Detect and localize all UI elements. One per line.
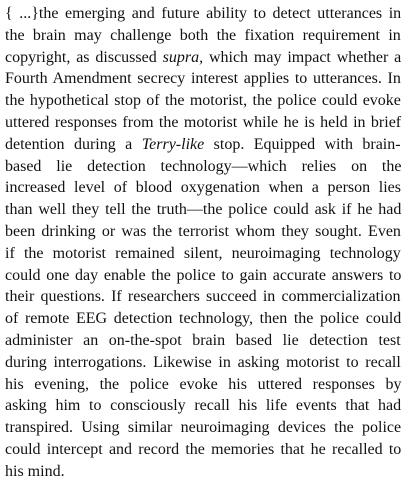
text-segment: based lie detection technology—which relies on the: [5, 157, 402, 175]
document-body: [5, 3, 401, 483]
text-line: [5, 3, 401, 25]
text-segment: during interrogations. Likewise in asking motorist to recall: [5, 353, 401, 371]
text-line: [5, 308, 401, 330]
text-segment: copyright, as discussed: [5, 48, 163, 66]
text-segment: if the motorist remained silent, neuroimaging technology: [5, 244, 401, 262]
text-segment: his evening, the police evoke his uttered responses by: [5, 375, 402, 393]
text-segment: administer an on-the-spot brain based lie detection test: [5, 331, 401, 349]
text-line: [5, 352, 401, 374]
text-line: [5, 112, 401, 134]
text-segment: { ...}the emerging and future ability to detect utterances in: [5, 5, 402, 22]
text-line: [5, 461, 401, 483]
paragraph: [5, 3, 401, 483]
text-segment: detention during a: [5, 135, 142, 153]
text-line: [5, 265, 401, 287]
text-line: [5, 134, 401, 156]
text-segment: of remote EEG detection technology, then the police could: [5, 310, 402, 328]
text-segment: increased level of blood oxygenation when a person lies: [5, 179, 401, 197]
text-segment: stop. Equipped with brain-: [204, 135, 401, 153]
text-line: [5, 90, 401, 112]
text-segment: transpired. Using similar neuroimaging devices the police: [5, 419, 402, 437]
text-segment: uttered responses from the motorist while he is held in brief: [5, 113, 402, 131]
text-line: [5, 395, 401, 417]
text-line: [5, 25, 401, 47]
text-segment: which may impact whether a: [203, 48, 402, 66]
text-segment: the hypothetical stop of the motorist, the police could evoke: [5, 92, 401, 110]
text-line: [5, 156, 401, 178]
text-line: [5, 330, 401, 352]
text-line: [5, 221, 401, 243]
text-line: [5, 243, 401, 265]
text-segment: could intercept and record the memories that he recalled to: [5, 440, 402, 458]
text-line: [5, 199, 401, 221]
text-segment: the brain may challenge both the fixation requirement in: [5, 26, 401, 44]
italic-text: Terry-like: [141, 135, 205, 153]
text-segment: Fourth Amendment secrecy interest applies to utterances. In: [5, 70, 401, 88]
text-line: [5, 47, 401, 69]
text-segment: asking him to consciously recall his life events that had: [5, 397, 402, 415]
text-line: [5, 439, 401, 461]
text-line: [5, 374, 401, 396]
text-segment: his mind.: [5, 462, 65, 480]
italic-text: supra,: [162, 48, 204, 66]
text-line: [5, 417, 401, 439]
text-segment: could one day enable the police to gain accurate answers to: [5, 266, 402, 284]
text-line: [5, 68, 401, 90]
text-segment: than well they tell the truth—the police could ask if he had: [5, 201, 402, 219]
text-segment: been drinking or was the terrorist whom they sought. Even: [5, 222, 401, 240]
text-line: [5, 177, 401, 199]
text-segment: their questions. If researchers succeed in commercialization: [5, 288, 401, 306]
text-line: [5, 286, 401, 308]
